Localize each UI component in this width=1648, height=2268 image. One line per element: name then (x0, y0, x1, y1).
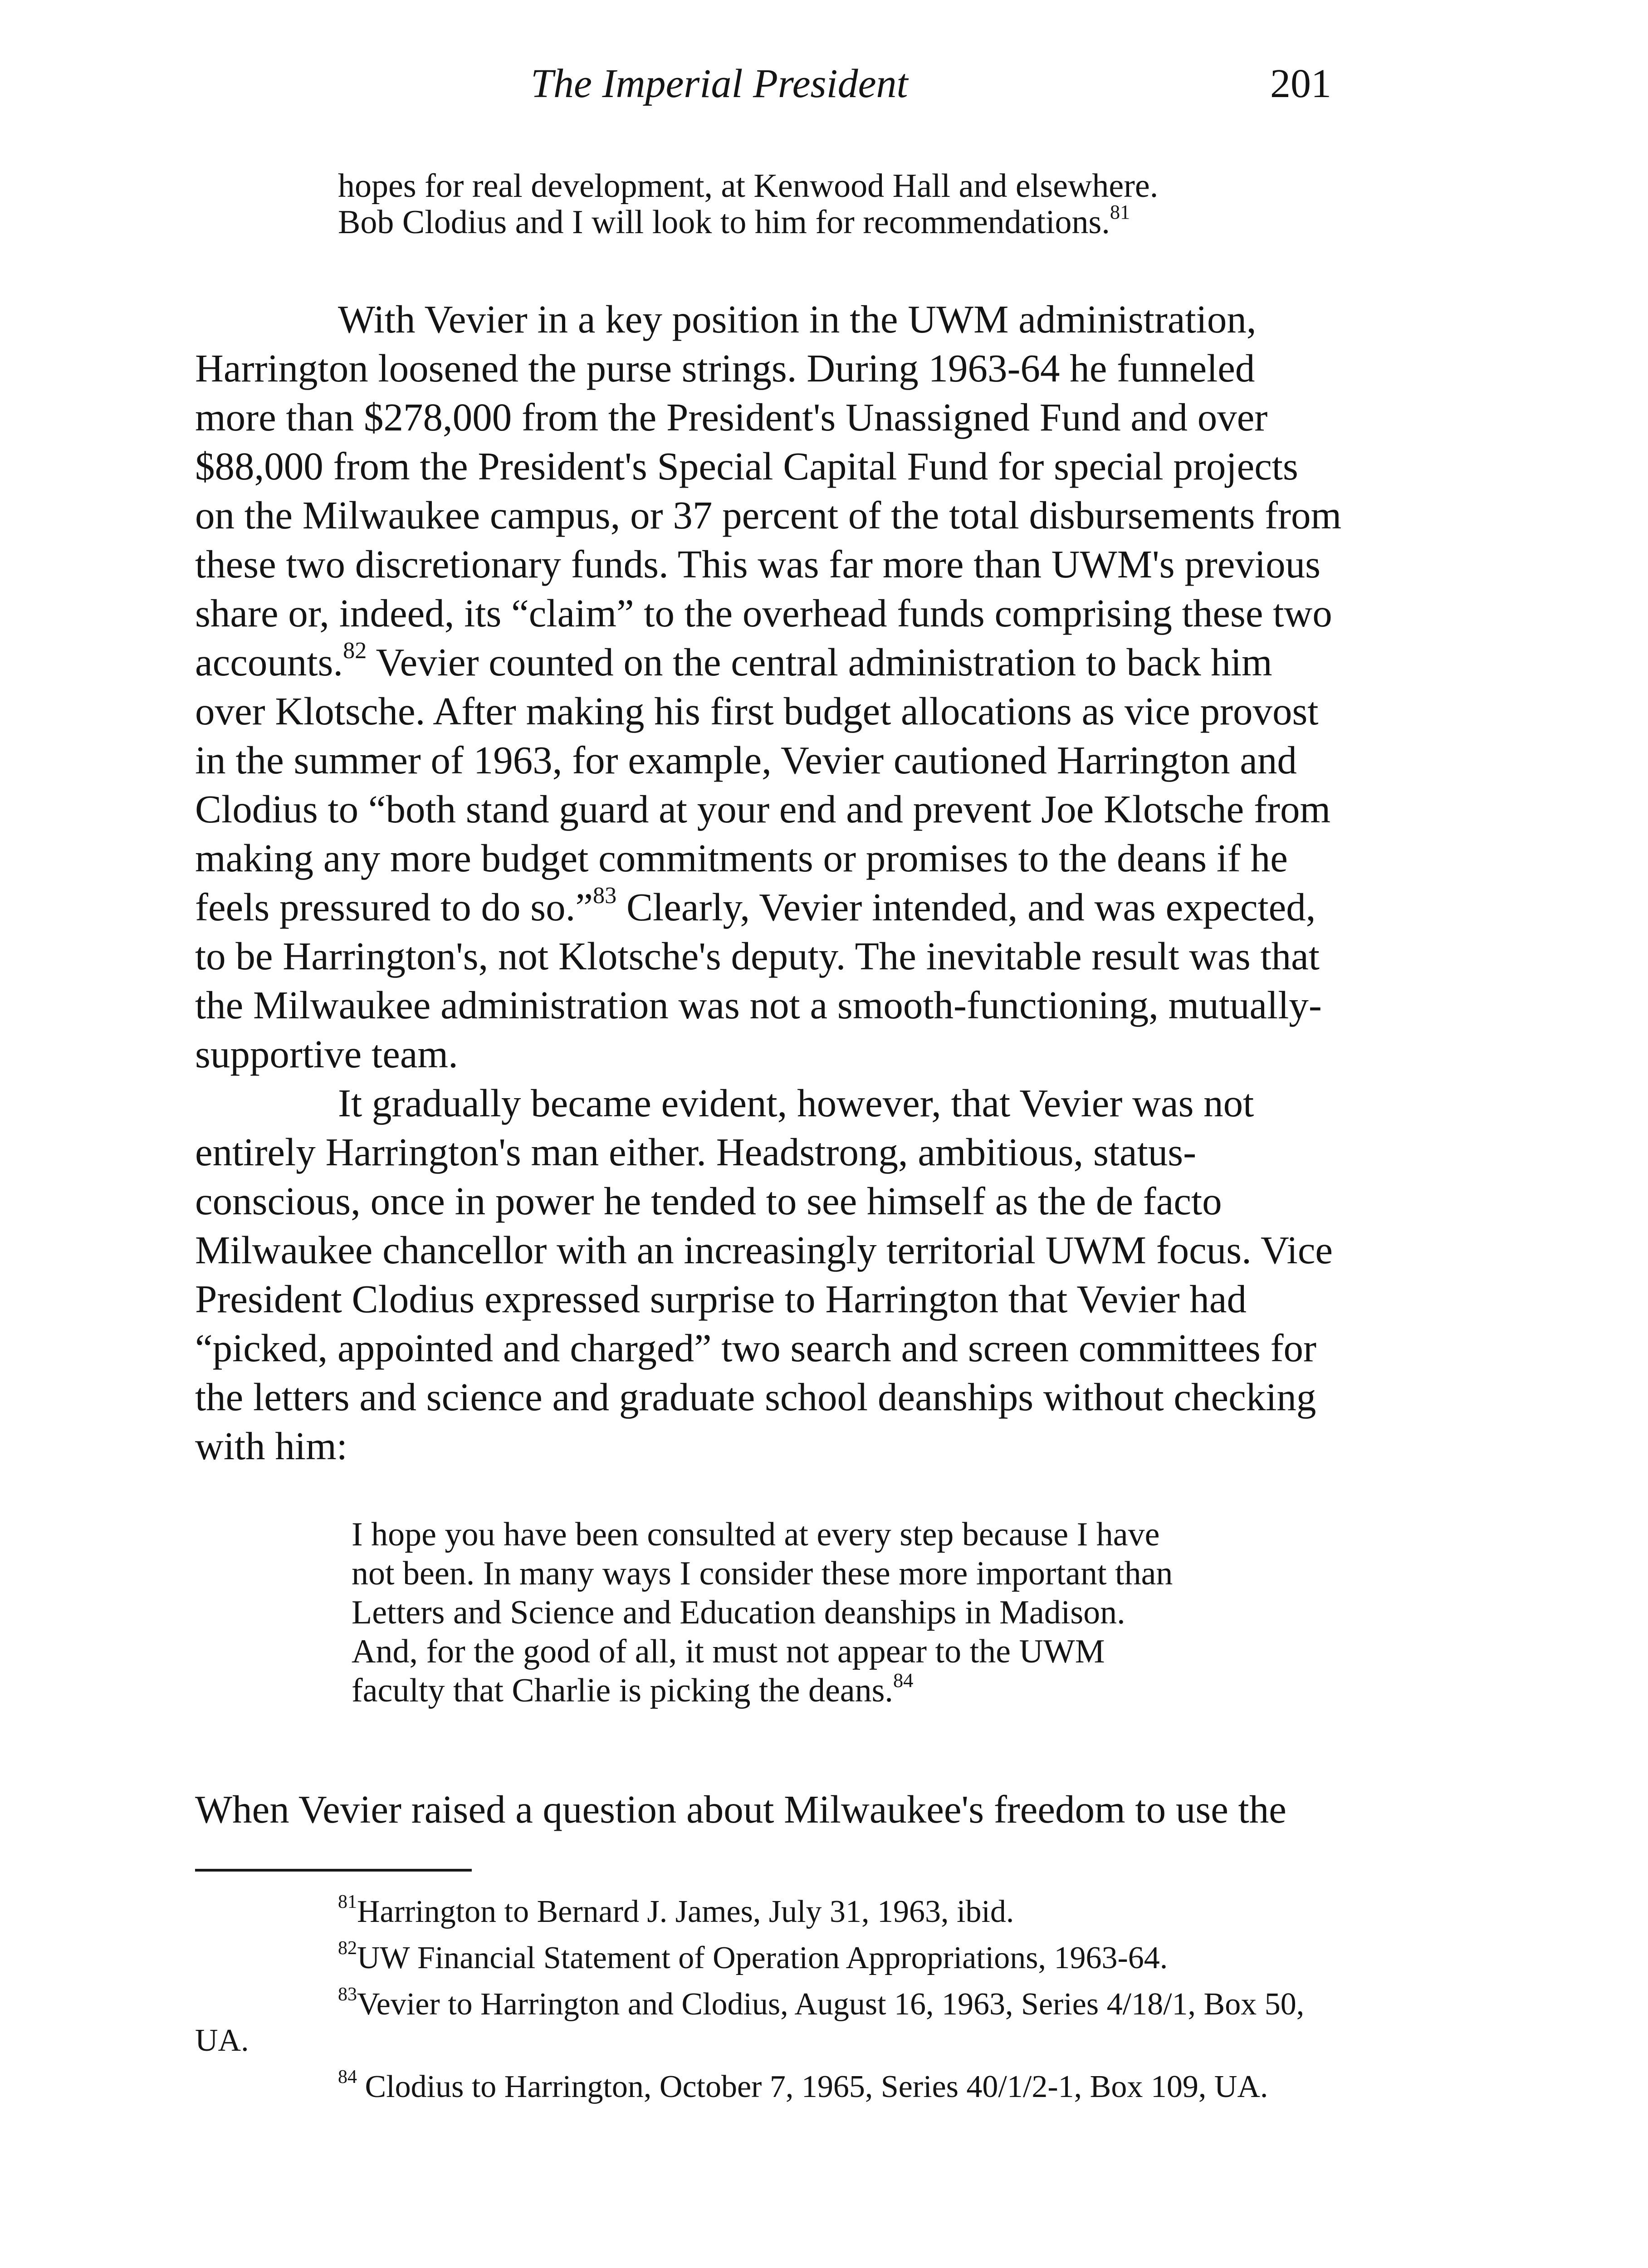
text-line: With Vevier in a key position in the UWM administration, (338, 297, 1257, 341)
text-line: Milwaukee chancellor with an increasingly territorial UWM focus. Vice (195, 1228, 1333, 1272)
text-line: more than $278,000 from the President's Unassigned Fund and over (195, 395, 1268, 439)
quote-line-text: Bob Clodius and I will look to him for recommendations. (338, 204, 1110, 241)
quote-line: I hope you have been consulted at every step because I have (352, 1516, 1160, 1553)
text-line: $88,000 from the President's Special Capital Fund for special projects (195, 444, 1298, 488)
footnote (195, 1940, 1374, 1976)
text-line: these two discretionary funds. This was far more than UWM's previous (195, 542, 1320, 586)
paragraph (195, 295, 1374, 1079)
footnote-ref: 84 (893, 1668, 914, 1691)
footnote-divider (195, 1869, 472, 1872)
text-segment: feels pressured to do so.” (195, 885, 593, 929)
text-line: conscious, once in power he tended to see himself as the de facto (195, 1179, 1222, 1223)
footnote (195, 2069, 1374, 2105)
text-line: with him: (195, 1424, 347, 1468)
block-quote (352, 1515, 1173, 1710)
text-segment: accounts. (195, 640, 343, 684)
footnote-ref: 81 (1110, 200, 1130, 223)
text-segment: Clearly, Vevier intended, and was expected, (616, 885, 1316, 929)
footnote-number: 84 (338, 2067, 357, 2088)
footnote-body (195, 1894, 1014, 1929)
quote-line: not been. In many ways I consider these more important than (352, 1555, 1173, 1592)
footnote-ref: 82 (343, 637, 367, 664)
text-line: on the Milwaukee campus, or 37 percent of the total disbursements from (195, 493, 1342, 537)
text-segment: Vevier counted on the central administration to back him (367, 640, 1272, 684)
footnotes (195, 1894, 1374, 2105)
footnote-continuation: UA. (195, 2023, 249, 2058)
text-line: Harrington loosened the purse strings. During 1963-64 he funneled (195, 346, 1255, 390)
footnote-text: Harrington to Bernard J. James, July 31, 1963, ibid. (357, 1894, 1014, 1929)
footnote (195, 1986, 1374, 2059)
footnote-number: 82 (338, 1938, 357, 1959)
footnote-number: 83 (338, 1984, 357, 2005)
footnote-body (195, 2069, 1268, 2104)
text-line: entirely Harrington's man either. Headstrong, ambitious, status- (195, 1130, 1197, 1174)
text-line: in the summer of 1963, for example, Vevier cautioned Harrington and (195, 738, 1297, 782)
text-line: When Vevier raised a question about Milwaukee's freedom to use the (195, 1787, 1286, 1831)
text-line: Clodius to “both stand guard at your end and prevent Joe Klotsche from (195, 787, 1331, 831)
quote-line (352, 1668, 1173, 1710)
footnote-text: UW Financial Statement of Operation Appropriations, 1963-64. (357, 1941, 1168, 1975)
footnote (195, 1894, 1374, 1930)
text-line: the Milwaukee administration was not a smooth-functioning, mutually- (195, 983, 1322, 1027)
footnote-body (195, 1984, 1305, 2022)
text-line (195, 883, 1374, 932)
running-title: The Imperial President (531, 61, 908, 106)
text-line: share or, indeed, its “claim” to the overhead funds comprising these two (195, 591, 1332, 635)
footnote-number: 81 (338, 1892, 357, 1913)
text-line: President Clodius expressed surprise to Harrington that Vevier had (195, 1277, 1247, 1321)
quote-line: hopes for real development, at Kenwood Hall and elsewhere. (338, 167, 1159, 205)
footnote-text: Clodius to Harrington, October 7, 1965, Series 40/1/2-1, Box 109, UA. (357, 2069, 1268, 2104)
footnote-ref: 83 (593, 882, 617, 909)
footnote-body (195, 1938, 1168, 1975)
text-line: making any more budget commitments or promises to the deans if he (195, 836, 1288, 880)
page-number: 201 (1270, 61, 1331, 106)
text-line: the letters and science and graduate school deanships without checking (195, 1375, 1316, 1419)
text-line: over Klotsche. After making his first budget allocations as vice provost (195, 689, 1319, 733)
block-quote-continued (338, 168, 1158, 240)
text-line: It gradually became evident, however, that Vevier was not (338, 1081, 1254, 1125)
quote-line-text: faculty that Charlie is picking the deans. (352, 1672, 893, 1709)
text-line: to be Harrington's, not Klotsche's deputy. The inevitable result was that (195, 934, 1320, 978)
text-line: supportive team. (195, 1032, 458, 1076)
paragraph (195, 1079, 1374, 1471)
quote-line (338, 200, 1158, 241)
text-line (195, 638, 1374, 687)
body-text (195, 295, 1374, 1471)
footnote-text: Vevier to Harrington and Clodius, August 16, 1963, Series 4/18/1, Box 50, (357, 1987, 1305, 2022)
quote-line: Letters and Science and Education deanships in Madison. (352, 1594, 1125, 1631)
text-line: “picked, appointed and charged” two search and screen committees for (195, 1326, 1317, 1370)
quote-line: And, for the good of all, it must not appear to the UWM (352, 1633, 1105, 1670)
